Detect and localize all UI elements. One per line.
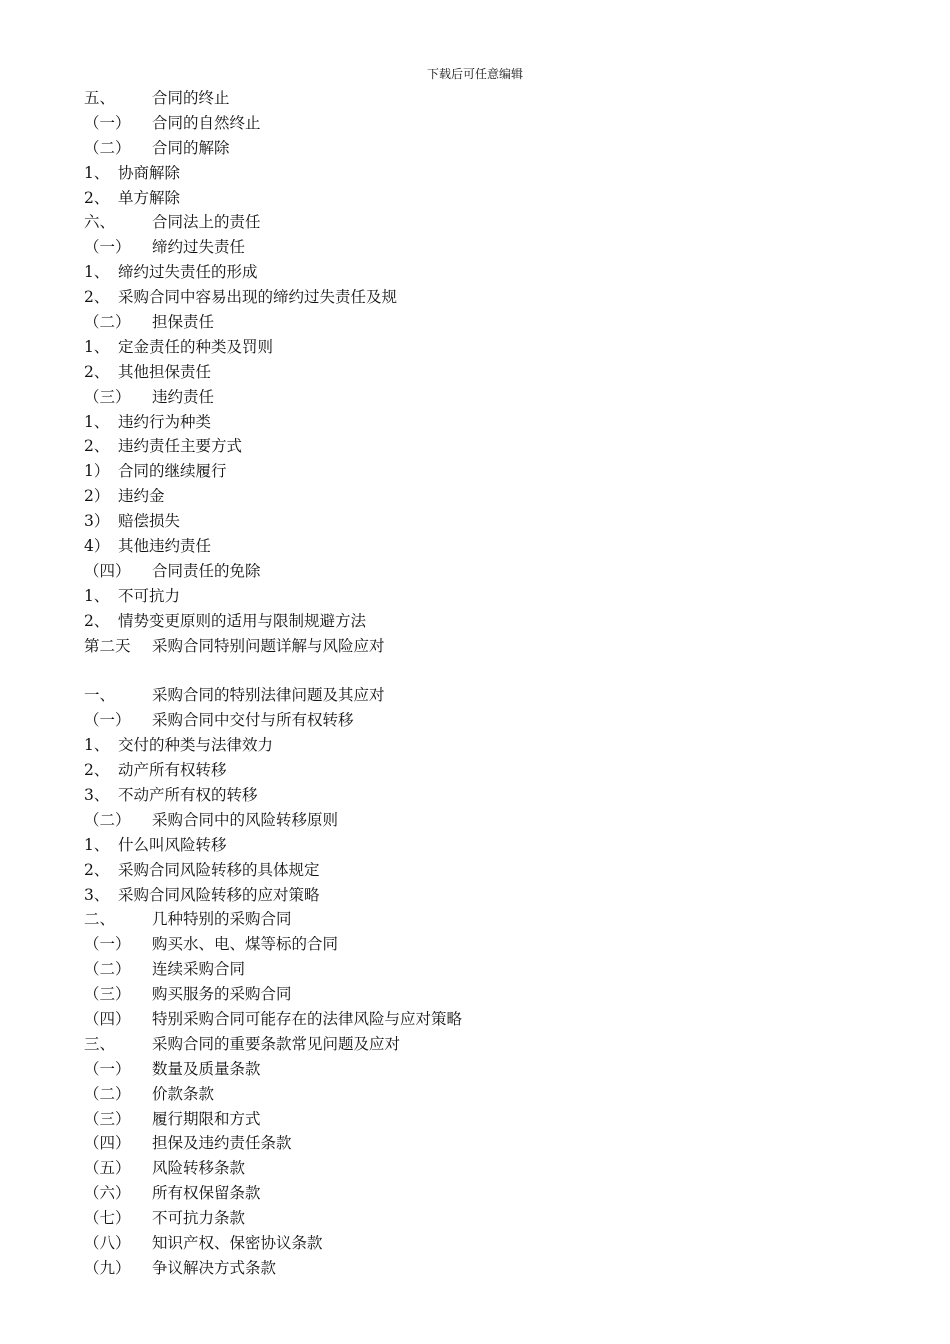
outline-item — [84, 86, 904, 111]
outline-item-marker: 1、 — [84, 586, 110, 605]
outline-item-text: 采购合同的特别法律问题及其应对 — [152, 686, 385, 705]
outline-item — [84, 260, 904, 285]
outline-item-marker: 六、 — [84, 213, 116, 232]
outline-item-marker: 1、 — [84, 835, 110, 854]
outline-item-marker: 3、 — [84, 785, 110, 804]
outline-item — [84, 1231, 904, 1256]
outline-item — [84, 360, 904, 385]
outline-item-marker: 2） — [84, 487, 110, 506]
outline-item-marker: （七） — [84, 1209, 131, 1228]
outline-item-text: 采购合同中容易出现的缔约过失责任及规 — [118, 288, 398, 307]
outline-item — [84, 1057, 904, 1082]
outline-item — [84, 833, 904, 858]
outline-item — [84, 285, 904, 310]
outline-item-text: 不可抗力 — [118, 586, 181, 605]
outline-item-marker: （三） — [84, 985, 131, 1004]
outline-item — [84, 1256, 904, 1281]
outline-item-marker: （三） — [84, 1109, 131, 1128]
outline-item-text: 缔约过失责任 — [152, 238, 246, 257]
outline-item-text: 合同法上的责任 — [152, 213, 261, 232]
outline-item-text: 其他违约责任 — [118, 537, 212, 556]
outline-item — [84, 808, 904, 833]
outline-item-marker: 1、 — [84, 412, 110, 431]
outline-item — [84, 410, 904, 435]
outline-item — [84, 235, 904, 260]
outline-item-marker: 第二天 — [84, 636, 131, 655]
outline-item — [84, 609, 904, 634]
outline-item — [84, 1156, 904, 1181]
outline-item-text: 合同的继续履行 — [118, 462, 227, 481]
outline-item-text: 赔偿损失 — [118, 512, 181, 531]
outline-item — [84, 1131, 904, 1156]
outline-item — [84, 932, 904, 957]
outline-item-marker: （一） — [84, 1059, 131, 1078]
outline-item-marker: （四） — [84, 1009, 131, 1028]
outline-item-marker: （二） — [84, 138, 131, 157]
outline-item-text: 采购合同的重要条款常见问题及应对 — [152, 1034, 401, 1053]
outline-item — [84, 484, 904, 509]
outline-item — [84, 683, 904, 708]
outline-item-marker: （四） — [84, 1134, 131, 1153]
outline-item-marker: （二） — [84, 313, 131, 332]
outline-item — [84, 186, 904, 211]
outline-item-marker: 3） — [84, 512, 110, 531]
outline-item-marker: （四） — [84, 561, 131, 580]
outline-item-text: 不动产所有权的转移 — [118, 785, 258, 804]
outline-item — [84, 509, 904, 534]
outline-item — [84, 783, 904, 808]
outline-item-text: 争议解决方式条款 — [152, 1258, 277, 1277]
outline-item — [84, 210, 904, 235]
outline-item-text: 担保及违约责任条款 — [152, 1134, 292, 1153]
outline-item-marker: 1、 — [84, 163, 110, 182]
outline-item-text: 数量及质量条款 — [152, 1059, 261, 1078]
outline-item-text: 所有权保留条款 — [152, 1184, 261, 1203]
outline-item-text: 履行期限和方式 — [152, 1109, 261, 1128]
outline-item-text: 情势变更原则的适用与限制规避方法 — [118, 611, 367, 630]
outline-item-text: 采购合同中交付与所有权转移 — [152, 711, 354, 730]
outline-item-text: 合同的解除 — [152, 138, 230, 157]
outline-item — [84, 559, 904, 584]
outline-item — [84, 310, 904, 335]
outline-item-text: 不可抗力条款 — [152, 1209, 246, 1228]
outline-item — [84, 858, 904, 883]
outline-item-text: 违约行为种类 — [118, 412, 212, 431]
outline-item — [84, 708, 904, 733]
outline-item-text: 采购合同特别问题详解与风险应对 — [152, 636, 385, 655]
outline-item-text: 担保责任 — [152, 313, 215, 332]
outline-item-marker: （一） — [84, 113, 131, 132]
outline-item — [84, 335, 904, 360]
outline-item-text: 交付的种类与法律效力 — [118, 736, 274, 755]
outline-item — [84, 161, 904, 186]
outline-item-marker: 4） — [84, 537, 110, 556]
outline-item-text: 知识产权、保密协议条款 — [152, 1233, 323, 1252]
outline-item — [84, 634, 904, 659]
outline-item-marker: （一） — [84, 238, 131, 257]
outline-item-text: 违约金 — [118, 487, 165, 506]
outline-item-text: 采购合同风险转移的应对策略 — [118, 885, 320, 904]
outline-item-marker: 2、 — [84, 362, 110, 381]
outline-item — [84, 883, 904, 908]
outline-item-marker: （二） — [84, 810, 131, 829]
outline-item-marker: 2、 — [84, 437, 110, 456]
header-note: 下载后可任意编辑 — [426, 67, 523, 81]
outline-item-text: 购买服务的采购合同 — [152, 985, 292, 1004]
outline-item — [84, 733, 904, 758]
outline-item — [84, 957, 904, 982]
outline-item-text: 定金责任的种类及罚则 — [118, 337, 274, 356]
outline-item-marker: （一） — [84, 935, 131, 954]
outline-item — [84, 1082, 904, 1107]
outline-item-text: 单方解除 — [118, 188, 181, 207]
outline-item-marker: 1、 — [84, 736, 110, 755]
outline-item — [84, 982, 904, 1007]
outline-item-text: 采购合同风险转移的具体规定 — [118, 860, 320, 879]
outline-item-text: 违约责任主要方式 — [118, 437, 243, 456]
outline-item-marker: 1、 — [84, 337, 110, 356]
outline-item-marker: 五、 — [84, 89, 116, 107]
outline-item-marker: 二、 — [84, 910, 116, 929]
outline-item-marker: （六） — [84, 1184, 131, 1203]
outline-item — [84, 385, 904, 410]
outline-item-marker: （三） — [84, 387, 131, 406]
outline-item — [84, 111, 904, 136]
outline-item-marker: （八） — [84, 1233, 131, 1252]
outline-item-text: 风险转移条款 — [152, 1159, 246, 1178]
outline-item — [84, 1107, 904, 1132]
outline-item-marker: 三、 — [84, 1034, 116, 1053]
outline-item-marker: 1） — [84, 462, 110, 481]
outline-item — [84, 658, 904, 683]
outline-item — [84, 584, 904, 609]
outline-item-marker: 3、 — [84, 885, 110, 904]
document-outline — [84, 86, 904, 1281]
outline-item-text: 采购合同中的风险转移原则 — [152, 810, 339, 829]
outline-item-text: 动产所有权转移 — [118, 761, 227, 780]
outline-item-marker: 2、 — [84, 288, 110, 307]
outline-item — [84, 1007, 904, 1032]
outline-item-marker: 2、 — [84, 188, 110, 207]
outline-item-marker: （二） — [84, 960, 131, 979]
outline-item — [84, 1181, 904, 1206]
outline-item-text: 违约责任 — [152, 387, 215, 406]
outline-item-marker: 2、 — [84, 860, 110, 879]
outline-item-marker: （五） — [84, 1159, 131, 1178]
outline-item-text: 其他担保责任 — [118, 362, 212, 381]
outline-item-marker: （九） — [84, 1258, 131, 1277]
outline-item-text: 合同的自然终止 — [152, 113, 261, 132]
outline-item — [84, 459, 904, 484]
outline-item-text: 缔约过失责任的形成 — [118, 263, 258, 282]
outline-item-text: 合同的终止 — [152, 89, 230, 107]
outline-item-marker: （一） — [84, 711, 131, 730]
outline-item-marker: （二） — [84, 1084, 131, 1103]
outline-item-text: 几种特别的采购合同 — [152, 910, 292, 929]
outline-item-text: 特别采购合同可能存在的法律风险与应对策略 — [152, 1009, 463, 1028]
outline-item-text: 购买水、电、煤等标的合同 — [152, 935, 339, 954]
outline-item-text: 什么叫风险转移 — [118, 835, 227, 854]
outline-item — [84, 1206, 904, 1231]
outline-item-marker: 1、 — [84, 263, 110, 282]
outline-item — [84, 136, 904, 161]
outline-item-text: 合同责任的免除 — [152, 561, 261, 580]
outline-item-text: 协商解除 — [118, 163, 181, 182]
outline-item-text: 价款条款 — [152, 1084, 215, 1103]
outline-item-marker: 2、 — [84, 761, 110, 780]
outline-item — [84, 907, 904, 932]
outline-item — [84, 758, 904, 783]
outline-item — [84, 534, 904, 559]
outline-item — [84, 434, 904, 459]
outline-item-marker: 一、 — [84, 686, 116, 705]
outline-item-text: 连续采购合同 — [152, 960, 246, 979]
outline-item-marker: 2、 — [84, 611, 110, 630]
outline-item — [84, 1032, 904, 1057]
